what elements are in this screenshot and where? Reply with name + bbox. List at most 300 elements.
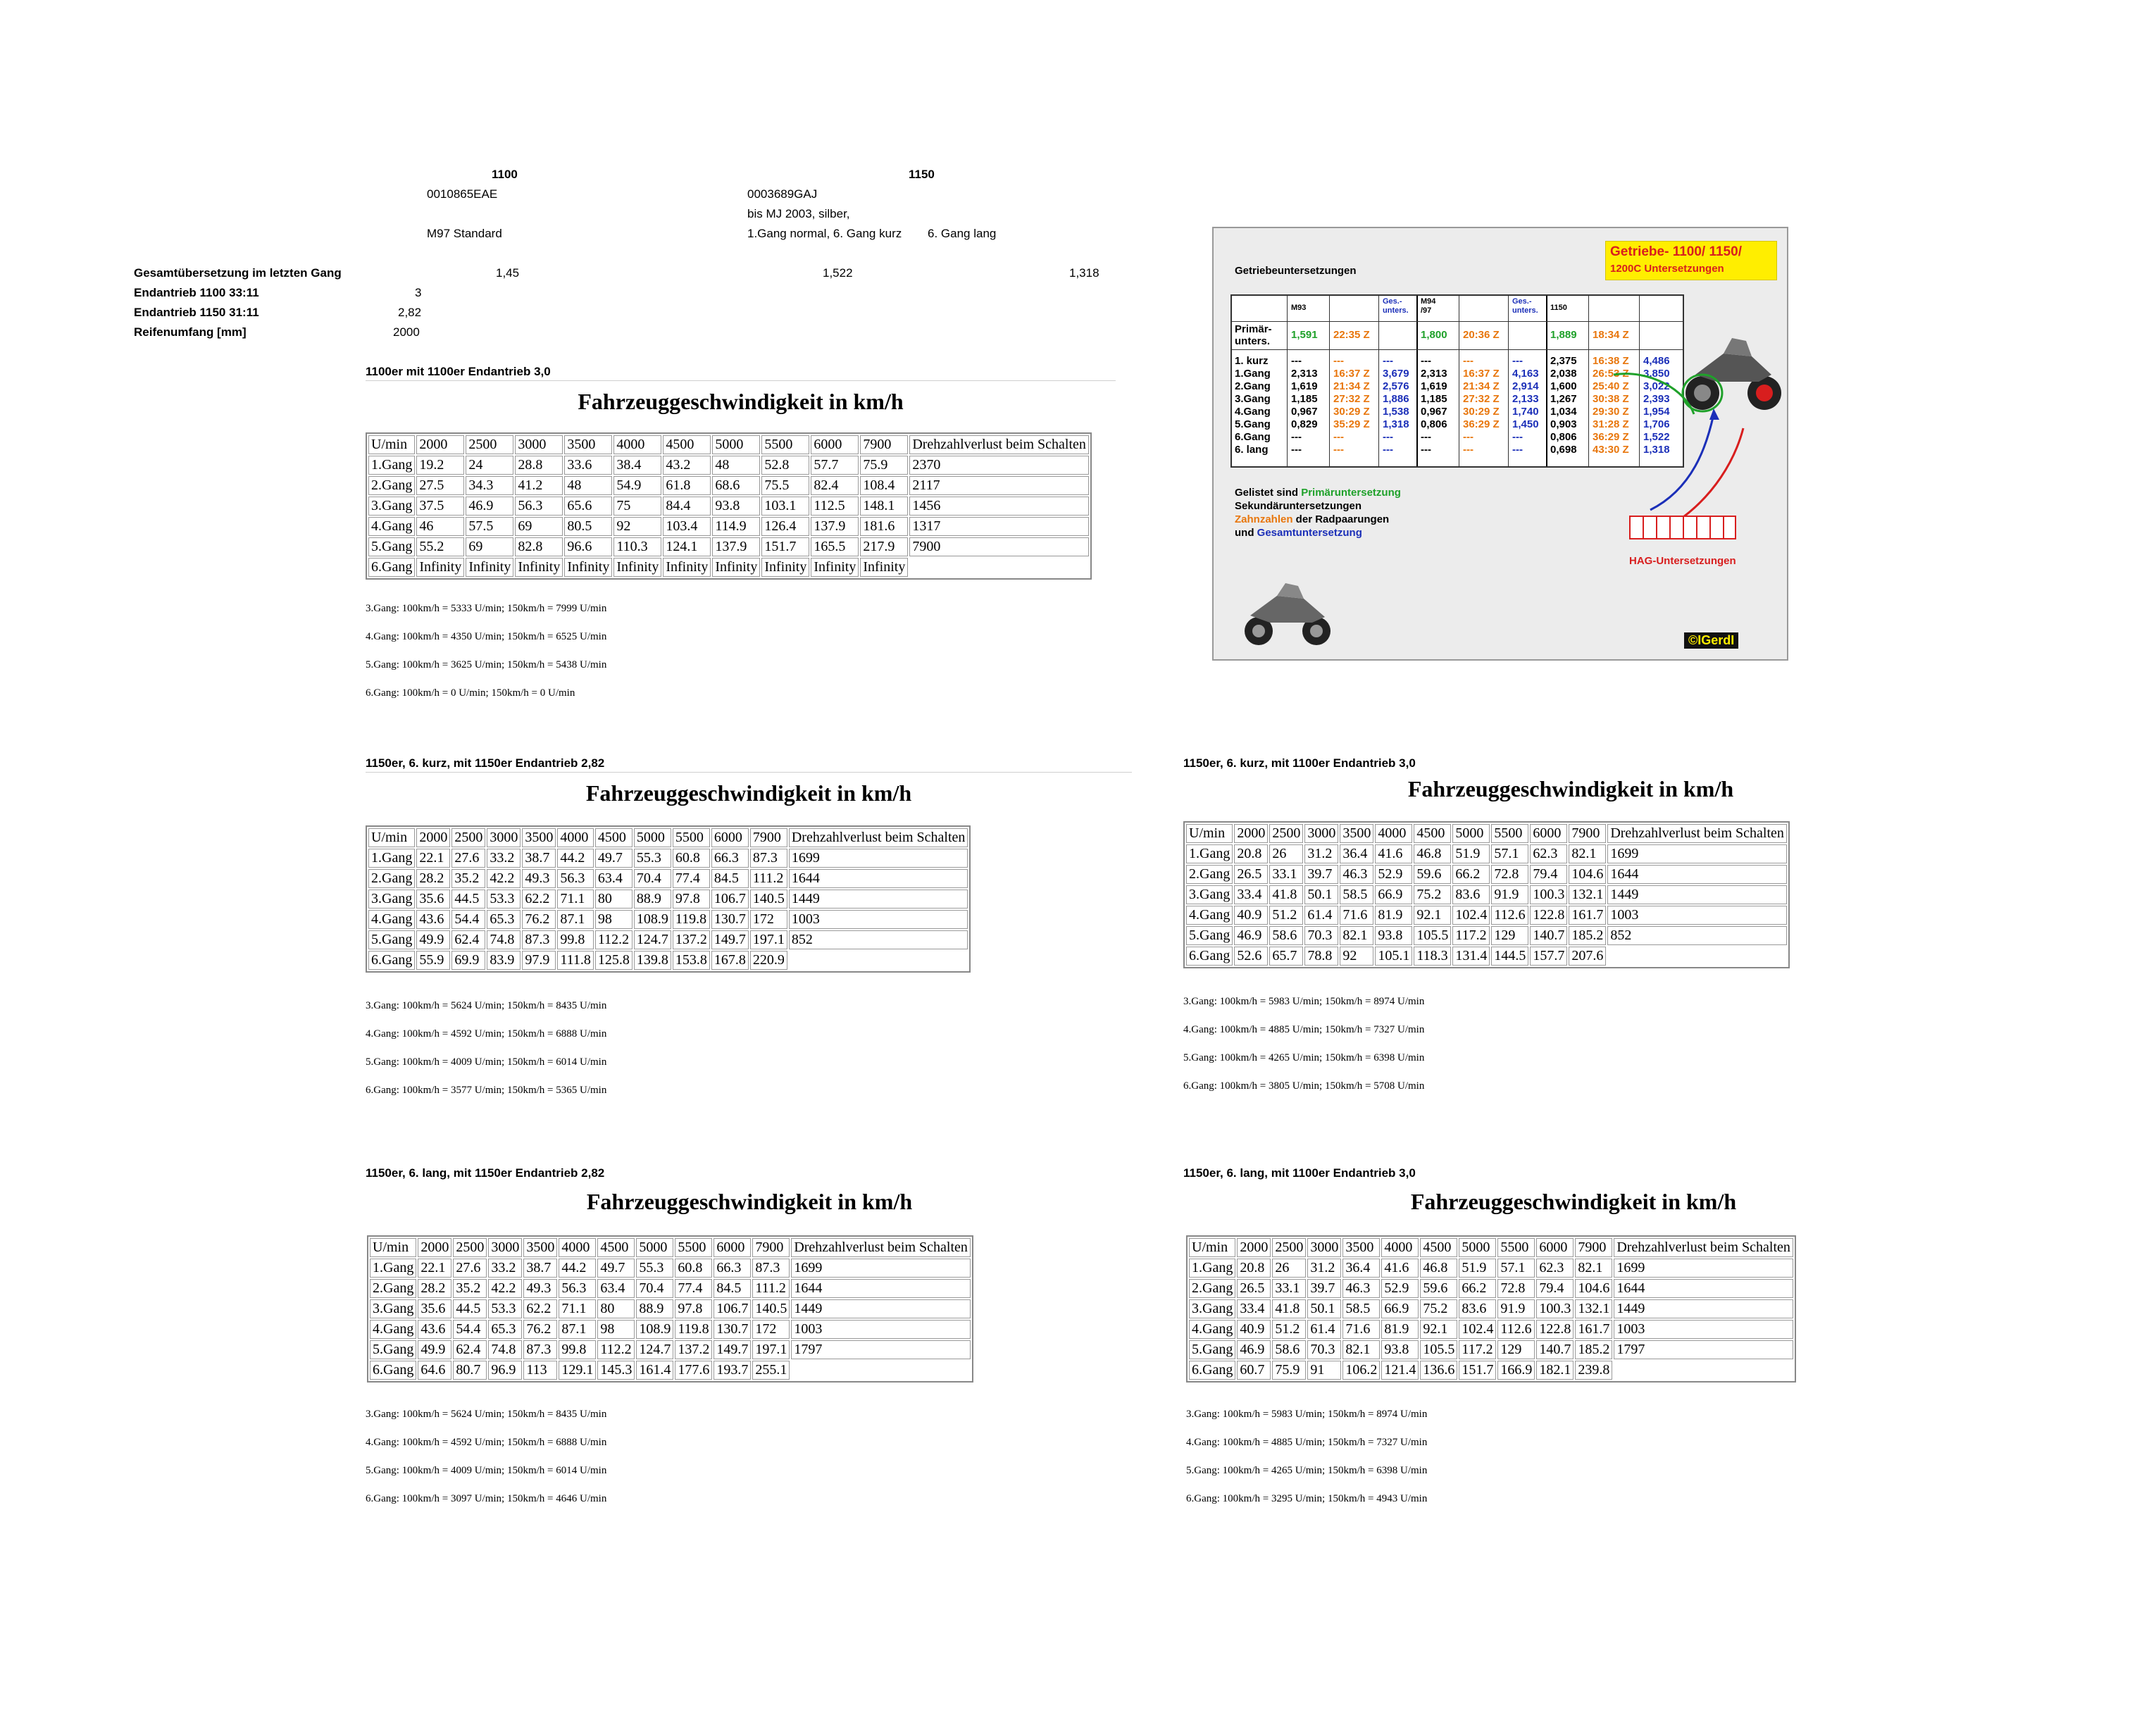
table-cell: 75 bbox=[613, 497, 661, 516]
inset-m93-total: --- 3,679 2,576 1,886 1,538 1,318 --- --- bbox=[1383, 355, 1409, 456]
table-cell: 106.7 bbox=[711, 890, 749, 909]
table-cell: 132.1 bbox=[1575, 1299, 1612, 1318]
table-cell: 1644 bbox=[1607, 865, 1787, 884]
table-cell: 217.9 bbox=[860, 537, 908, 556]
table-cell: 75.9 bbox=[1272, 1361, 1306, 1380]
table-cell: 182.1 bbox=[1536, 1361, 1574, 1380]
table-cell: 70.3 bbox=[1307, 1340, 1341, 1359]
table-cell bbox=[791, 1361, 971, 1380]
table-cell: 1449 bbox=[1614, 1299, 1793, 1318]
table-cell: 44.5 bbox=[451, 890, 485, 909]
table-cell: 106.2 bbox=[1342, 1361, 1380, 1380]
table-cell: 62.4 bbox=[453, 1340, 487, 1359]
gear-label-cell: 2.Gang bbox=[368, 869, 415, 888]
table-cell: 1317 bbox=[909, 517, 1089, 536]
rpm-notes bbox=[366, 603, 606, 716]
rpm-note-line: 6.Gang: 100km/h = 3295 U/min; 150km/h = 4943 U/min bbox=[1186, 1493, 1428, 1504]
rpm-note-line: 3.Gang: 100km/h = 5624 U/min; 150km/h = 8435 U/min bbox=[366, 1409, 607, 1420]
gear-label-cell: 2.Gang bbox=[1189, 1279, 1235, 1298]
table-cell: 80 bbox=[597, 1299, 635, 1318]
table-cell: 24 bbox=[466, 456, 513, 475]
table-cell: 53.3 bbox=[488, 1299, 522, 1318]
table-header-cell: 4000 bbox=[1381, 1238, 1419, 1257]
table-cell: Infinity bbox=[663, 558, 711, 577]
table-header-cell: 4500 bbox=[663, 435, 711, 454]
table-cell: 33.1 bbox=[1272, 1279, 1306, 1298]
table-cell: 103.4 bbox=[663, 517, 711, 536]
table-header-cell: 6000 bbox=[1530, 824, 1567, 843]
gear-label-cell: 5.Gang bbox=[368, 930, 415, 949]
table-cell: 185.2 bbox=[1575, 1340, 1612, 1359]
table-header-cell: 5000 bbox=[712, 435, 760, 454]
table-cell: 60.7 bbox=[1237, 1361, 1271, 1380]
table-row bbox=[1189, 1361, 1793, 1380]
rpm-note-line: 4.Gang: 100km/h = 4592 U/min; 150km/h = 6888 U/min bbox=[366, 1437, 607, 1448]
table-cell: 100.3 bbox=[1536, 1299, 1574, 1318]
table-cell: 75.2 bbox=[1420, 1299, 1457, 1318]
rpm-note-line: 3.Gang: 100km/h = 5624 U/min; 150km/h = 8435 U/min bbox=[366, 1000, 607, 1011]
table-cell: 140.5 bbox=[752, 1299, 790, 1318]
table-cell: 31.2 bbox=[1307, 1259, 1341, 1278]
table-cell: 1003 bbox=[791, 1320, 971, 1339]
table-header-cell: 3000 bbox=[488, 1238, 522, 1257]
table-cell: 40.9 bbox=[1234, 906, 1268, 925]
table-header-cell: U/min bbox=[1186, 824, 1233, 843]
table-cell: 72.8 bbox=[1491, 865, 1528, 884]
table-cell: 112.2 bbox=[597, 1340, 635, 1359]
table-cell: 49.3 bbox=[523, 1279, 557, 1298]
variant-1150-long: 6. Gang lang bbox=[928, 227, 997, 240]
table-cell bbox=[1614, 1361, 1793, 1380]
param-value-drive-1150: 2,82 bbox=[398, 306, 422, 319]
table-cell: 197.1 bbox=[750, 930, 787, 949]
rpm-note-line: 4.Gang: 100km/h = 4592 U/min; 150km/h = 6888 U/min bbox=[366, 1028, 607, 1040]
table-cell: 126.4 bbox=[761, 517, 809, 536]
table-cell: 185.2 bbox=[1569, 926, 1606, 945]
table-cell: 54.4 bbox=[453, 1320, 487, 1339]
table-header-cell: 2000 bbox=[416, 828, 450, 847]
gear-label-cell: 1.Gang bbox=[368, 456, 415, 475]
table-cell: 852 bbox=[1607, 926, 1787, 945]
table-cell: 70.4 bbox=[634, 869, 671, 888]
rpm-note-line: 6.Gang: 100km/h = 3097 U/min; 150km/h = 4646 U/min bbox=[366, 1493, 607, 1504]
section-title: 1150er, 6. kurz, mit 1100er Endantrieb 3,0 bbox=[1183, 756, 1416, 770]
table-header-cell: 5500 bbox=[761, 435, 809, 454]
gear-label-cell: 3.Gang bbox=[1186, 885, 1233, 904]
gear-label-cell: 6.Gang bbox=[1186, 947, 1233, 966]
table-cell: 80 bbox=[595, 890, 633, 909]
table-cell: 63.4 bbox=[597, 1279, 635, 1298]
inset-badge bbox=[1605, 241, 1777, 280]
table-header-cell: 3500 bbox=[523, 1238, 557, 1257]
part-number-1100: 0010865EAE bbox=[427, 187, 498, 201]
inset-legend-2: Sekundäruntersetzungen bbox=[1235, 500, 1362, 512]
table-header-cell: 4500 bbox=[597, 1238, 635, 1257]
gear-label-cell: 1.Gang bbox=[1186, 844, 1233, 863]
gear-label-cell: 5.Gang bbox=[1186, 926, 1233, 945]
table-header-cell: U/min bbox=[368, 828, 415, 847]
table-cell: 58.5 bbox=[1342, 1299, 1380, 1318]
rpm-notes bbox=[366, 1409, 606, 1521]
table-cell: 1449 bbox=[791, 1299, 971, 1318]
table-cell: 105.5 bbox=[1420, 1340, 1457, 1359]
table-row bbox=[1186, 885, 1787, 904]
table-cell: Infinity bbox=[712, 558, 760, 577]
table-cell: 49.7 bbox=[597, 1259, 635, 1278]
table-cell: 161.7 bbox=[1569, 906, 1606, 925]
table-cell bbox=[1607, 947, 1787, 966]
table-cell: 78.8 bbox=[1304, 947, 1338, 966]
variant-1100: M97 Standard bbox=[427, 227, 502, 240]
table-cell: 57.1 bbox=[1491, 844, 1528, 863]
table-cell: 84.4 bbox=[663, 497, 711, 516]
table-cell: 129 bbox=[1491, 926, 1528, 945]
table-cell: 36.4 bbox=[1342, 1259, 1380, 1278]
table-header-cell: 2000 bbox=[1237, 1238, 1271, 1257]
hag-grid-graphic bbox=[1629, 516, 1736, 539]
table-cell: 82.1 bbox=[1575, 1259, 1612, 1278]
inset-hdr-m93: M93 bbox=[1291, 304, 1307, 312]
table-cell: 87.3 bbox=[522, 930, 556, 949]
table-cell: 49.3 bbox=[522, 869, 556, 888]
table-cell: 44.2 bbox=[559, 1259, 596, 1278]
table-header-cell: 4000 bbox=[559, 1238, 596, 1257]
table-cell: 58.5 bbox=[1340, 885, 1373, 904]
table-cell: 166.9 bbox=[1497, 1361, 1535, 1380]
table-header-cell: 7900 bbox=[750, 828, 787, 847]
inset-primary-m94: 1,800 bbox=[1421, 329, 1447, 341]
rpm-notes bbox=[1186, 1409, 1427, 1521]
table-header-cell: 3000 bbox=[515, 435, 563, 454]
table-header-cell: 3000 bbox=[1307, 1238, 1341, 1257]
table-cell: 92.1 bbox=[1420, 1320, 1457, 1339]
table-cell: 60.8 bbox=[673, 849, 710, 868]
rpm-note-line: 6.Gang: 100km/h = 0 U/min; 150km/h = 0 U/min bbox=[366, 687, 575, 699]
table-cell: 62.3 bbox=[1530, 844, 1567, 863]
gear-label-cell: 5.Gang bbox=[370, 1340, 416, 1359]
table-cell: 59.6 bbox=[1420, 1279, 1457, 1298]
table-cell: 97.8 bbox=[675, 1299, 712, 1318]
table-cell: 52.6 bbox=[1234, 947, 1268, 966]
table-row bbox=[368, 910, 968, 929]
block-title: Fahrzeuggeschwindigkeit in km/h bbox=[585, 780, 912, 806]
table-cell: 26 bbox=[1269, 844, 1303, 863]
table-cell: 99.8 bbox=[557, 930, 594, 949]
inset-legend-3b: der Radpaarungen bbox=[1292, 513, 1390, 525]
gear-label-cell: 1.Gang bbox=[370, 1259, 416, 1278]
block-title: Fahrzeuggeschwindigkeit in km/h bbox=[1410, 1189, 1737, 1214]
table-cell: 69 bbox=[515, 517, 563, 536]
table-header-cell: 5500 bbox=[1491, 824, 1528, 843]
column-title-1100: 1100 bbox=[492, 168, 518, 181]
table-cell: 84.5 bbox=[714, 1279, 751, 1298]
table-header-cell: 2500 bbox=[466, 435, 513, 454]
table-cell: 44.5 bbox=[453, 1299, 487, 1318]
rpm-note-line: 5.Gang: 100km/h = 4009 U/min; 150km/h = 6014 U/min bbox=[366, 1056, 607, 1068]
table-cell: 70.4 bbox=[636, 1279, 673, 1298]
table-header-cell: 5000 bbox=[1459, 1238, 1496, 1257]
speed-table bbox=[367, 1235, 973, 1383]
table-cell: 33.6 bbox=[564, 456, 612, 475]
table-cell: 19.2 bbox=[416, 456, 464, 475]
table-header-cell: 7900 bbox=[752, 1238, 790, 1257]
table-cell: 149.7 bbox=[711, 930, 749, 949]
table-cell: 20.8 bbox=[1234, 844, 1268, 863]
table-cell: 27.5 bbox=[416, 476, 464, 495]
table-row bbox=[370, 1259, 971, 1278]
table-cell: 31.2 bbox=[1304, 844, 1338, 863]
inset-legend bbox=[1235, 486, 1401, 539]
rpm-note-line: 4.Gang: 100km/h = 4350 U/min; 150km/h = 6525 U/min bbox=[366, 631, 607, 642]
table-cell bbox=[909, 558, 1089, 577]
table-cell: 46.9 bbox=[466, 497, 513, 516]
table-cell: 46.9 bbox=[1237, 1340, 1271, 1359]
table-cell: Infinity bbox=[416, 558, 464, 577]
table-cell: 68.6 bbox=[712, 476, 760, 495]
table-cell: 84.5 bbox=[711, 869, 749, 888]
table-cell: 93.8 bbox=[1381, 1340, 1419, 1359]
table-header-cell: 2500 bbox=[1269, 824, 1303, 843]
table-cell: 39.7 bbox=[1304, 865, 1338, 884]
table-cell: 207.6 bbox=[1569, 947, 1606, 966]
variant-1150-short: 1.Gang normal, 6. Gang kurz bbox=[747, 227, 902, 240]
table-cell: 167.8 bbox=[711, 951, 749, 970]
table-cell: Infinity bbox=[613, 558, 661, 577]
inset-primary-1150: 1,889 bbox=[1550, 329, 1577, 341]
table-cell: Infinity bbox=[564, 558, 612, 577]
table-cell: 79.4 bbox=[1530, 865, 1567, 884]
gear-label-cell: 3.Gang bbox=[370, 1299, 416, 1318]
table-cell: 1456 bbox=[909, 497, 1089, 516]
table-row bbox=[370, 1299, 971, 1318]
table-cell: 172 bbox=[752, 1320, 790, 1339]
table-cell: 28.8 bbox=[515, 456, 563, 475]
table-row bbox=[368, 497, 1089, 516]
rpm-note-line: 5.Gang: 100km/h = 4265 U/min; 150km/h = 6398 U/min bbox=[1183, 1052, 1425, 1063]
table-cell: 56.3 bbox=[559, 1279, 596, 1298]
table-header-cell: 4500 bbox=[1414, 824, 1451, 843]
table-row bbox=[370, 1279, 971, 1298]
inset-primary-m93: 1,591 bbox=[1291, 329, 1318, 341]
table-cell: 61.8 bbox=[663, 476, 711, 495]
table-cell: 110.3 bbox=[613, 537, 661, 556]
table-cell: 137.9 bbox=[811, 517, 859, 536]
table-cell: 38.7 bbox=[522, 849, 556, 868]
table-cell: 108.4 bbox=[860, 476, 908, 495]
table-header-cell: 2000 bbox=[1234, 824, 1268, 843]
table-cell: 52.9 bbox=[1375, 865, 1412, 884]
param-value-tire-circumference: 2000 bbox=[393, 325, 420, 339]
table-cell: 76.2 bbox=[522, 910, 556, 929]
table-cell: 106.7 bbox=[714, 1299, 751, 1318]
rpm-note-line: 3.Gang: 100km/h = 5333 U/min; 150km/h = 7999 U/min bbox=[366, 603, 607, 614]
table-cell: 61.4 bbox=[1304, 906, 1338, 925]
table-cell: 111.2 bbox=[750, 869, 787, 888]
table-header-row bbox=[1189, 1238, 1793, 1257]
table-header-cell: 3500 bbox=[522, 828, 556, 847]
table-cell: 96.9 bbox=[488, 1361, 522, 1380]
table-row bbox=[1189, 1279, 1793, 1298]
table-cell: 1699 bbox=[1614, 1259, 1793, 1278]
table-cell: 102.4 bbox=[1452, 906, 1490, 925]
table-cell: 92 bbox=[1340, 947, 1373, 966]
table-cell: 139.8 bbox=[634, 951, 671, 970]
table-cell: 40.9 bbox=[1237, 1320, 1271, 1339]
table-header-cell: 7900 bbox=[1569, 824, 1606, 843]
table-cell: 22.1 bbox=[418, 1259, 451, 1278]
table-cell: 1797 bbox=[791, 1340, 971, 1359]
table-cell: 153.8 bbox=[673, 951, 710, 970]
table-row bbox=[370, 1361, 971, 1380]
table-cell: 71.6 bbox=[1340, 906, 1373, 925]
table-cell: 54.4 bbox=[451, 910, 485, 929]
table-row bbox=[1186, 926, 1787, 945]
table-cell: 130.7 bbox=[714, 1320, 751, 1339]
table-cell: 140.7 bbox=[1536, 1340, 1574, 1359]
table-cell: 145.3 bbox=[597, 1361, 635, 1380]
column-title-1150: 1150 bbox=[909, 168, 935, 181]
table-cell: 197.1 bbox=[752, 1340, 790, 1359]
table-header-cell: 2500 bbox=[453, 1238, 487, 1257]
table-cell: 113 bbox=[523, 1361, 557, 1380]
table-row bbox=[370, 1320, 971, 1339]
table-cell: 2117 bbox=[909, 476, 1089, 495]
inset-hag-label: HAG-Untersetzungen bbox=[1629, 555, 1736, 567]
table-cell: 27.6 bbox=[453, 1259, 487, 1278]
table-cell: 35.6 bbox=[418, 1299, 451, 1318]
table-cell: 124.7 bbox=[636, 1340, 673, 1359]
inset-legend-3a: Zahnzahlen bbox=[1235, 513, 1293, 525]
table-cell: 43.6 bbox=[418, 1320, 451, 1339]
table-row bbox=[368, 890, 968, 909]
table-cell: 65.6 bbox=[564, 497, 612, 516]
table-cell: 72.8 bbox=[1497, 1279, 1535, 1298]
table-cell: 75.9 bbox=[860, 456, 908, 475]
section-divider bbox=[366, 772, 1132, 773]
table-cell: 70.3 bbox=[1304, 926, 1338, 945]
table-cell: 82.1 bbox=[1569, 844, 1606, 863]
inset-hdr-ges1: Ges.- unters. bbox=[1383, 297, 1409, 315]
table-header-cell: 5000 bbox=[636, 1238, 673, 1257]
table-header-cell: 5000 bbox=[634, 828, 671, 847]
table-cell: 1644 bbox=[789, 869, 968, 888]
gear-label-cell: 1.Gang bbox=[368, 849, 415, 868]
table-row bbox=[368, 558, 1089, 577]
arrows-graphic bbox=[1608, 369, 1749, 524]
table-cell: Infinity bbox=[811, 558, 859, 577]
inset-1150-total: 4,486 3,850 3,022 2,393 1,954 1,706 1,522 1,318 bbox=[1643, 355, 1670, 456]
table-cell: 52.8 bbox=[761, 456, 809, 475]
table-cell: 93.8 bbox=[712, 497, 760, 516]
section-title: 1150er, 6. kurz, mit 1150er Endantrieb 2,82 bbox=[366, 756, 605, 770]
table-cell: 81.9 bbox=[1381, 1320, 1419, 1339]
table-header-cell: 4000 bbox=[1375, 824, 1412, 843]
rpm-note-line: 3.Gang: 100km/h = 5983 U/min; 150km/h = 8974 U/min bbox=[1183, 996, 1425, 1007]
table-header-cell: 4000 bbox=[613, 435, 661, 454]
table-cell: 112.5 bbox=[811, 497, 859, 516]
table-cell: 83.9 bbox=[487, 951, 521, 970]
table-cell: 87.3 bbox=[523, 1340, 557, 1359]
table-header-cell: 3000 bbox=[487, 828, 521, 847]
section-title: 1150er, 6. lang, mit 1150er Endantrieb 2,82 bbox=[366, 1166, 605, 1180]
table-cell: 157.7 bbox=[1530, 947, 1567, 966]
table-header-cell: 4000 bbox=[557, 828, 594, 847]
rpm-note-line: 4.Gang: 100km/h = 4885 U/min; 150km/h = 7327 U/min bbox=[1186, 1437, 1428, 1448]
table-cell: 91.9 bbox=[1497, 1299, 1535, 1318]
speed-table bbox=[1183, 821, 1790, 968]
inset-legend-4b: Gesamtuntersetzung bbox=[1257, 527, 1362, 539]
table-header-cell: 3500 bbox=[1342, 1238, 1380, 1257]
rpm-notes bbox=[1183, 996, 1424, 1109]
table-cell: 71.6 bbox=[1342, 1320, 1380, 1339]
inset-title: Getriebeuntersetzungen bbox=[1235, 265, 1357, 277]
table-header-row bbox=[1186, 824, 1787, 843]
table-cell: 55.9 bbox=[416, 951, 450, 970]
inset-1150-secondary: 2,375 2,038 1,600 1,267 1,034 0,903 0,806 0,698 bbox=[1550, 355, 1577, 456]
table-cell: 66.9 bbox=[1381, 1299, 1419, 1318]
inset-m94-teeth: --- 16:37 Z 21:34 Z 27:32 Z 30:29 Z 36:29 Z --- --- bbox=[1463, 355, 1500, 456]
table-cell: 49.9 bbox=[416, 930, 450, 949]
table-header-cell: 5500 bbox=[673, 828, 710, 847]
table-cell: 74.8 bbox=[487, 930, 521, 949]
table-cell: 97.9 bbox=[522, 951, 556, 970]
rpm-note-line: 6.Gang: 100km/h = 3805 U/min; 150km/h = 5708 U/min bbox=[1183, 1080, 1425, 1092]
table-header-cell: 7900 bbox=[1575, 1238, 1612, 1257]
rpm-note-line: 5.Gang: 100km/h = 4009 U/min; 150km/h = 6014 U/min bbox=[366, 1465, 607, 1476]
table-cell: 46.3 bbox=[1340, 865, 1373, 884]
table-cell: 41.6 bbox=[1375, 844, 1412, 863]
table-cell: 105.1 bbox=[1375, 947, 1412, 966]
table-cell: Infinity bbox=[515, 558, 563, 577]
table-row bbox=[368, 951, 968, 970]
table-cell: 130.7 bbox=[711, 910, 749, 929]
gear-label-cell: 5.Gang bbox=[368, 537, 415, 556]
gear-label-cell: 6.Gang bbox=[1189, 1361, 1235, 1380]
table-cell: 33.2 bbox=[488, 1259, 522, 1278]
table-cell: 104.6 bbox=[1575, 1279, 1612, 1298]
table-cell: 129 bbox=[1497, 1340, 1535, 1359]
inset-badge-line2: 1200C Untersetzungen bbox=[1610, 263, 1724, 275]
table-cell: 20.8 bbox=[1237, 1259, 1271, 1278]
inset-primary-label: Primär- unters. bbox=[1235, 323, 1272, 347]
table-header-cell: 5000 bbox=[1452, 824, 1490, 843]
table-row bbox=[368, 537, 1089, 556]
gear-label-cell: 3.Gang bbox=[368, 890, 415, 909]
table-cell: 66.3 bbox=[711, 849, 749, 868]
table-cell: 82.4 bbox=[811, 476, 859, 495]
table-cell: 57.7 bbox=[811, 456, 859, 475]
table-header-cell: U/min bbox=[370, 1238, 416, 1257]
table-cell: 27.6 bbox=[451, 849, 485, 868]
gear-label-cell: 6.Gang bbox=[368, 558, 415, 577]
rpm-note-line: 5.Gang: 100km/h = 3625 U/min; 150km/h = 5438 U/min bbox=[366, 659, 607, 670]
rpm-note-line: 4.Gang: 100km/h = 4885 U/min; 150km/h = 7327 U/min bbox=[1183, 1024, 1425, 1035]
table-cell: 165.5 bbox=[811, 537, 859, 556]
table-row bbox=[1186, 865, 1787, 884]
table-cell: 48 bbox=[564, 476, 612, 495]
gear-label-cell: 2.Gang bbox=[1186, 865, 1233, 884]
table-cell: 1699 bbox=[791, 1259, 971, 1278]
table-header-cell: 2500 bbox=[1272, 1238, 1306, 1257]
table-cell: 161.7 bbox=[1575, 1320, 1612, 1339]
table-cell: 137.2 bbox=[675, 1340, 712, 1359]
table-cell: 46.3 bbox=[1342, 1279, 1380, 1298]
table-cell: 79.4 bbox=[1536, 1279, 1574, 1298]
table-cell: 41.2 bbox=[515, 476, 563, 495]
table-header-cell: Drehzahlverlust beim Schalten bbox=[1607, 824, 1787, 843]
rpm-note-line: 3.Gang: 100km/h = 5983 U/min; 150km/h = 8974 U/min bbox=[1186, 1409, 1428, 1420]
inset-badge-line1: Getriebe- 1100/ 1150/ bbox=[1610, 244, 1742, 259]
